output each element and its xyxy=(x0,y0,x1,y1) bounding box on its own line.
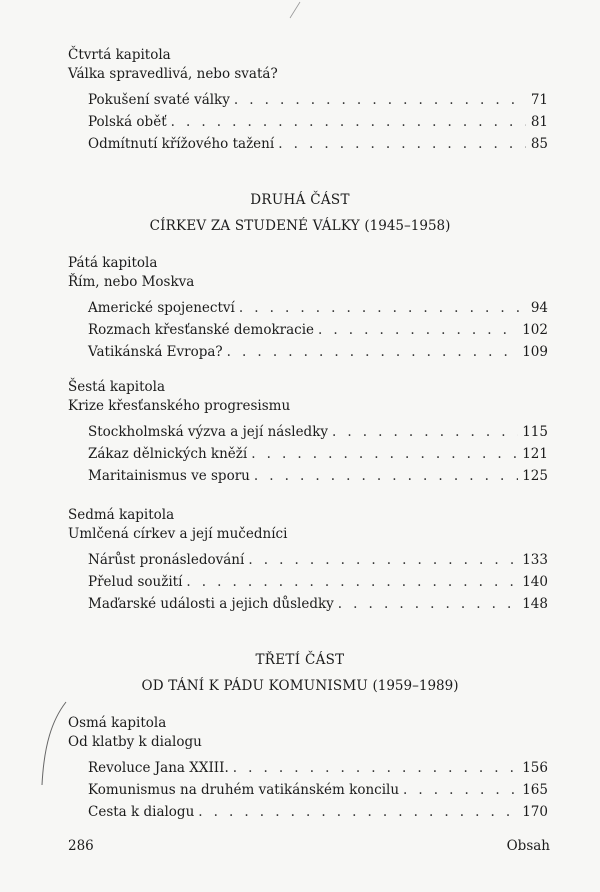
toc-entry-text: Maritainismus ve sporu xyxy=(88,468,250,484)
part-title-text: OD TÁNÍ K PÁDU KOMUNISMU xyxy=(141,678,368,694)
chapter-title: Válka spravedlivá, nebo svatá? xyxy=(68,66,278,82)
part-3-heading xyxy=(0,650,600,696)
chapter-title: Od klatby k dialogu xyxy=(68,734,202,750)
toc-entry[interactable] xyxy=(68,133,548,155)
toc-page-number: 133 xyxy=(522,552,548,568)
part-years: (1945–1958) xyxy=(364,218,451,234)
toc-entry[interactable] xyxy=(68,443,548,465)
dot-leader xyxy=(403,779,518,801)
dot-leader xyxy=(239,297,526,319)
toc-entry-text: Americké spojenectví xyxy=(88,300,235,316)
toc-page-number: 140 xyxy=(522,574,548,590)
toc-entry[interactable] xyxy=(68,421,548,443)
toc-list xyxy=(68,549,548,615)
chapter-7 xyxy=(68,506,548,615)
toc-page-number: 71 xyxy=(530,92,548,108)
part-title xyxy=(0,216,600,236)
toc-entry[interactable] xyxy=(68,297,548,319)
toc-entry[interactable] xyxy=(68,757,548,779)
dot-leader xyxy=(251,443,518,465)
dot-leader xyxy=(227,341,519,363)
toc-entry-text: Polská oběť xyxy=(88,114,167,130)
chapter-label: Čtvrtá kapitola xyxy=(68,47,171,63)
part-years: (1959–1989) xyxy=(372,678,459,694)
toc-entry-text: Zákaz dělnických kněží xyxy=(88,446,248,462)
dot-leader xyxy=(234,89,526,111)
toc-page-number: 94 xyxy=(530,300,548,316)
dot-leader xyxy=(186,571,518,593)
toc-list xyxy=(68,421,548,487)
chapter-8 xyxy=(68,714,548,823)
chapter-label: Osmá kapitola xyxy=(68,715,167,731)
toc-page-number: 109 xyxy=(522,344,548,360)
toc-entry[interactable] xyxy=(68,341,548,363)
toc-entry[interactable] xyxy=(68,571,548,593)
dot-leader xyxy=(248,549,518,571)
chapter-label: Pátá kapitola xyxy=(68,255,158,271)
chapter-title: Krize křesťanského progresismu xyxy=(68,398,291,414)
dot-leader xyxy=(198,801,518,823)
chapter-6 xyxy=(68,378,548,487)
toc-page-number: 121 xyxy=(522,446,548,462)
toc-entry-text: Maďarské události a jejich důsledky xyxy=(88,596,334,612)
toc-page-number: 115 xyxy=(522,424,548,440)
dot-leader xyxy=(171,111,526,133)
toc-entry-text: Vatikánská Evropa? xyxy=(88,344,223,360)
toc-page-number: 170 xyxy=(522,804,548,820)
part-title-text: CÍRKEV ZA STUDENÉ VÁLKY xyxy=(149,218,360,234)
toc-page-number: 156 xyxy=(522,760,548,776)
toc-entry-text: Rozmach křesťanské demokracie xyxy=(88,322,315,338)
toc-entry-text: Pokušení svaté války xyxy=(88,92,230,108)
toc-page-number: 125 xyxy=(522,468,548,484)
part-label: TŘETÍ ČÁST xyxy=(255,652,345,668)
toc-entry-text: Stockholmská výzva a její následky xyxy=(88,424,329,440)
dot-leader xyxy=(278,133,526,155)
toc-entry-text: Cesta k dialogu xyxy=(88,804,195,820)
part-title xyxy=(0,676,600,696)
toc-entry[interactable] xyxy=(68,465,548,487)
chapter-4 xyxy=(68,46,548,155)
toc-page-number: 165 xyxy=(522,782,548,798)
toc-entry[interactable] xyxy=(68,549,548,571)
toc-entry-text: Přelud soužití xyxy=(88,574,183,590)
chapter-label: Sedmá kapitola xyxy=(68,507,175,523)
page-number: 286 xyxy=(68,838,94,854)
dot-leader xyxy=(254,465,518,487)
chapter-label: Šestá kapitola xyxy=(68,379,166,395)
part-label: DRUHÁ ČÁST xyxy=(250,192,350,208)
toc-entry[interactable] xyxy=(68,593,548,615)
toc-page-number: 85 xyxy=(530,136,548,152)
toc-entry[interactable] xyxy=(68,779,548,801)
part-2-heading xyxy=(0,190,600,236)
dot-leader xyxy=(338,593,518,615)
chapter-title: Řím, nebo Moskva xyxy=(68,274,195,290)
toc-list xyxy=(68,89,548,155)
running-title: Obsah xyxy=(506,838,550,854)
toc-list xyxy=(68,297,548,363)
chapter-title: Umlčená církev a její mučedníci xyxy=(68,526,288,542)
toc-entry[interactable] xyxy=(68,801,548,823)
toc-entry-text: Revoluce Jana XXIII. xyxy=(88,760,229,776)
toc-entry-text: Odmítnutí křížového tažení xyxy=(88,136,275,152)
toc-page-number: 81 xyxy=(530,114,548,130)
toc-entry-text: Komunismus na druhém vatikánském koncilu xyxy=(88,782,400,798)
pencil-mark-top xyxy=(286,0,306,20)
toc-page-number: 148 xyxy=(522,596,548,612)
toc-entry[interactable] xyxy=(68,89,548,111)
toc-entry[interactable] xyxy=(68,111,548,133)
toc-entry[interactable] xyxy=(68,319,548,341)
dot-leader xyxy=(233,757,518,779)
toc-page-number: 102 xyxy=(522,322,548,338)
dot-leader xyxy=(332,421,518,443)
chapter-5 xyxy=(68,254,548,363)
dot-leader xyxy=(318,319,518,341)
toc-list xyxy=(68,757,548,823)
toc-entry-text: Nárůst pronásledování xyxy=(88,552,245,568)
